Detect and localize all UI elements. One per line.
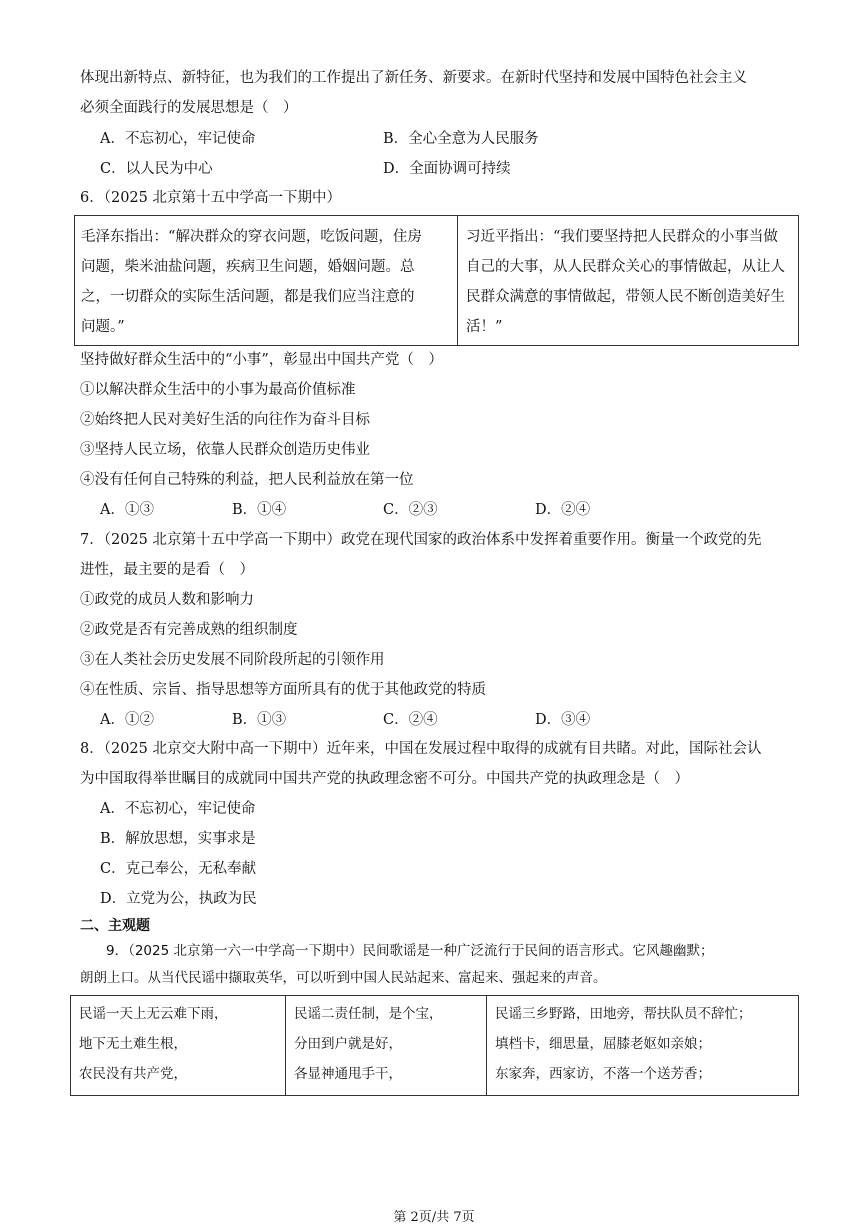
q5-option-a: A．不忘初心，牢记使命 [100,131,256,147]
q6-quote-xi-line: 习近平指出：“我们要坚持把人民群众的小事当做 [466,229,778,245]
q7-item-3: ③在人类社会历史发展不同阶段所起的引领作用 [80,652,385,668]
ballad-2-line: 各显神通甩手干， [294,1066,402,1082]
ballad-1-line: 地下无土难生根， [79,1036,187,1052]
ballad-2 [286,996,487,1096]
q6-item-4: ④没有任何自己特殊的利益，把人民利益放在第一位 [80,472,414,488]
q6-quote-mao-line: 之，一切群众的实际生活问题，都是我们应当注意的 [81,289,415,305]
ballad-3-line: 民谣三乡野路，田地旁，帮扶队员不辞忙； [495,1006,752,1022]
q7-option-c: C．②④ [383,712,438,728]
q7-option-a: A．①② [100,712,154,728]
q6-item-2: ②始终把人民对美好生活的向往作为奋斗目标 [80,412,370,428]
ballad-2-line: 分田到户就是好， [294,1036,402,1052]
q8-option-b: B．解放思想，实事求是 [100,831,256,847]
q6-option-c: C．②③ [383,502,438,518]
q6-header: 6．（2025 北京第十五中学高一下期中） [80,190,341,206]
q8-option-a: A．不忘初心，牢记使命 [100,801,256,817]
q6-option-a: A．①③ [100,502,154,518]
ballad-1-line: 农民没有共产党， [79,1066,187,1082]
q6-item-1: ①以解决群众生活中的小事为最高价值标准 [80,382,356,398]
q6-quote-mao-line: 毛泽东指出：“解决群众的穿衣问题，吃饭问题，住房 [81,229,422,245]
q7-line-2: 进性，最主要的是看（ ） [80,562,254,578]
q9-line-2: 朗朗上口。从当代民谣中撷取英华，可以听到中国人民站起来、富起来、强起来的声音。 [80,970,607,986]
q7-item-4: ④在性质、宗旨、指导思想等方面所具有的优于其他政党的特质 [80,682,486,698]
ballad-1-line: 民谣一天上无云难下雨， [79,1006,228,1022]
ballad-2-line: 民谣二责任制，是个宝， [294,1006,443,1022]
q6-quote-mao-line: 问题，柴米油盐问题，疾病卫生问题，婚姻问题。总 [81,259,415,275]
ballad-3-line: 填档卡，细思量，屈膝老妪如亲娘； [495,1036,711,1052]
q7-option-b: B．①③ [232,712,287,728]
page-number: 第 2页/共 7页 [393,1210,475,1225]
q6-quote-mao-line: 问题。” [81,319,125,335]
q5-option-b: B．全心全意为人民服务 [383,131,539,147]
q5-option-c: C．以人民为中心 [100,161,213,177]
q5-option-d: D．全面协调可持续 [383,161,511,177]
q9-line-1: 9．（2025 北京第一六一中学高一下期中）民间歌谣是一种广泛流行于民间的语言形式。它风趣幽默； [106,943,714,959]
q9-ballad-table [70,995,799,1096]
q8-line-1: 8．（2025 北京交大附中高一下期中）近年来，中国在发展过程中取得的成就有目共睹。对此，国际社会认 [80,741,762,757]
q7-item-1: ①政党的成员人数和影响力 [80,592,254,608]
q7-option-d: D．③④ [535,712,591,728]
q6-option-d: D．②④ [535,502,591,518]
q6-quote-table [74,215,799,346]
q6-quote-xi-line: 自己的大事，从人民群众关心的事情做起，从让人 [466,259,785,275]
q6-option-b: B．①④ [232,502,287,518]
intro-line-1: 体现出新特点、新特征，也为我们的工作提出了新任务、新要求。在新时代坚持和发展中国特色社会主义 [80,70,747,86]
q8-option-c: C．克己奉公，无私奉献 [100,861,257,877]
ballad-3 [487,996,799,1096]
ballad-3-line: 东家奔，西家访，不落一个送芳香； [495,1066,711,1082]
q6-stem: 坚持做好群众生活中的“小事”，彰显出中国共产党（ ） [80,352,443,368]
q8-line-2: 为中国取得举世瞩目的成就同中国共产党的执政理念密不可分。中国共产党的执政理念是（ ） [80,771,689,787]
q6-quote-mao [75,216,458,346]
q7-line-1: 7．（2025 北京第十五中学高一下期中）政党在现代国家的政治体系中发挥着重要作用。衡量一个政党的先 [80,532,762,548]
q6-item-3: ③坚持人民立场，依靠人民群众创造历史伟业 [80,442,370,458]
ballad-1 [71,996,286,1096]
q6-quote-xi-line: 民群众满意的事情做起，带领人民不断创造美好生 [466,289,785,305]
q7-item-2: ②政党是否有完善成熟的组织制度 [80,622,298,638]
q8-option-d: D．立党为公，执政为民 [100,891,257,907]
intro-line-2: 必须全面践行的发展思想是（ ） [80,100,298,116]
q6-quote-xi-line: 活！” [466,319,503,335]
q6-quote-xi [458,216,799,346]
section-title: 二、主观题 [80,918,150,934]
